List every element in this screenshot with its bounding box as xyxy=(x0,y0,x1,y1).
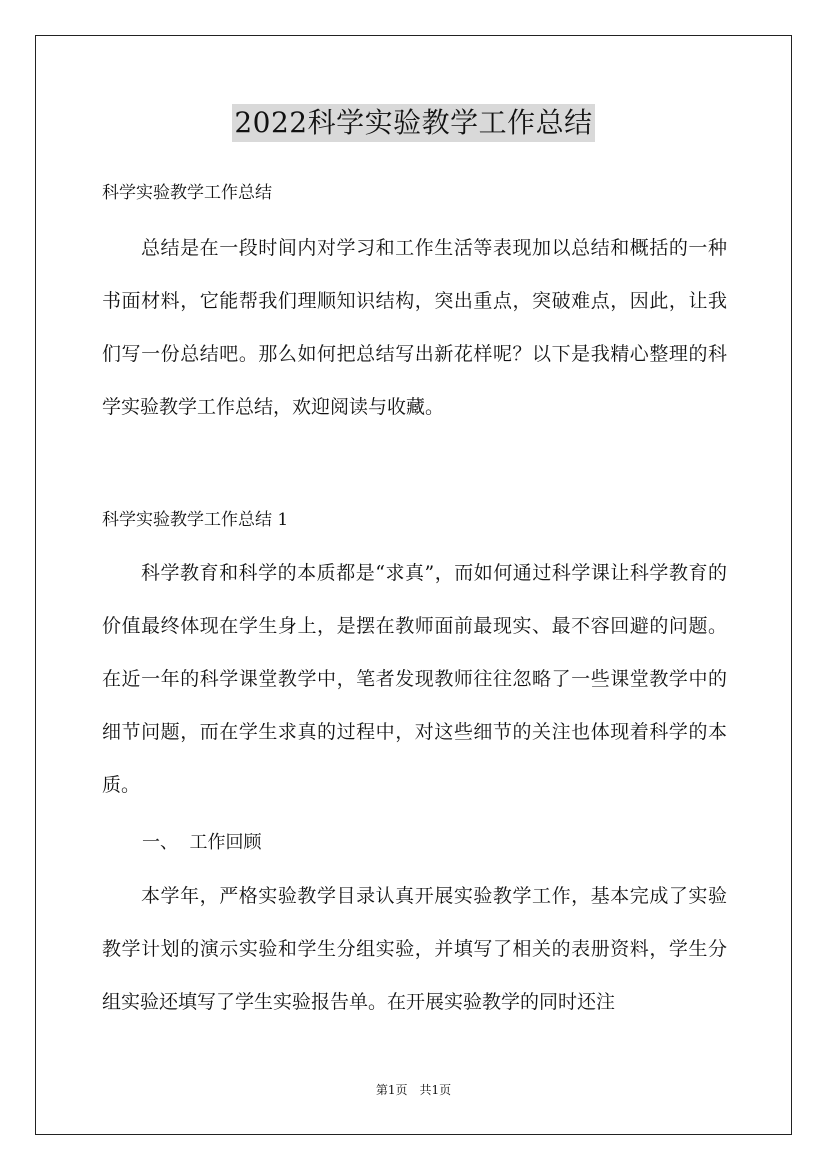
page-footer xyxy=(0,1082,827,1098)
section-heading-1: 科学实验教学工作总结 1 xyxy=(102,510,289,530)
page-total: 共1页 xyxy=(419,1083,452,1097)
document-subtitle: 科学实验教学工作总结 xyxy=(102,183,272,203)
intro-paragraph: 总结是在一段时间内对学习和工作生活等表现加以总结和概括的一种书面材料，它能帮我们理顺知识结构，突出重点，突破难点，因此，让我们写一份总结吧。那么如何把总结写出新花样呢？以下是我精心整理的科学实验教学工作总结，欢迎阅读与收藏。 xyxy=(102,237,727,418)
section-1-paragraph: 科学教育和科学的本质都是“求真”，而如何通过科学课让科学教育的价值最终体现在学生身上，是摆在教师面前最现实、最不容回避的问题。在近一年的科学课堂教学中，笔者发现教师往往忽略了一些课堂教学中的细节问题，而在学生求真的过程中，对这些细节的关注也体现着科学的本质。 xyxy=(102,562,727,796)
work-review-paragraph: 本学年，严格实验教学目录认真开展实验教学工作，基本完成了实验教学计划的演示实验和学生分组实验，并填写了相关的表册资料，学生分组实验还填写了学生实验报告单。在开展实验教学的同时还注 xyxy=(102,885,727,1013)
page-number: 第1页 xyxy=(375,1083,408,1097)
title-container xyxy=(0,104,827,142)
list-heading-work-review: 一、 工作回顾 xyxy=(142,832,262,853)
document-title: 2022科学实验教学工作总结 xyxy=(232,104,594,142)
